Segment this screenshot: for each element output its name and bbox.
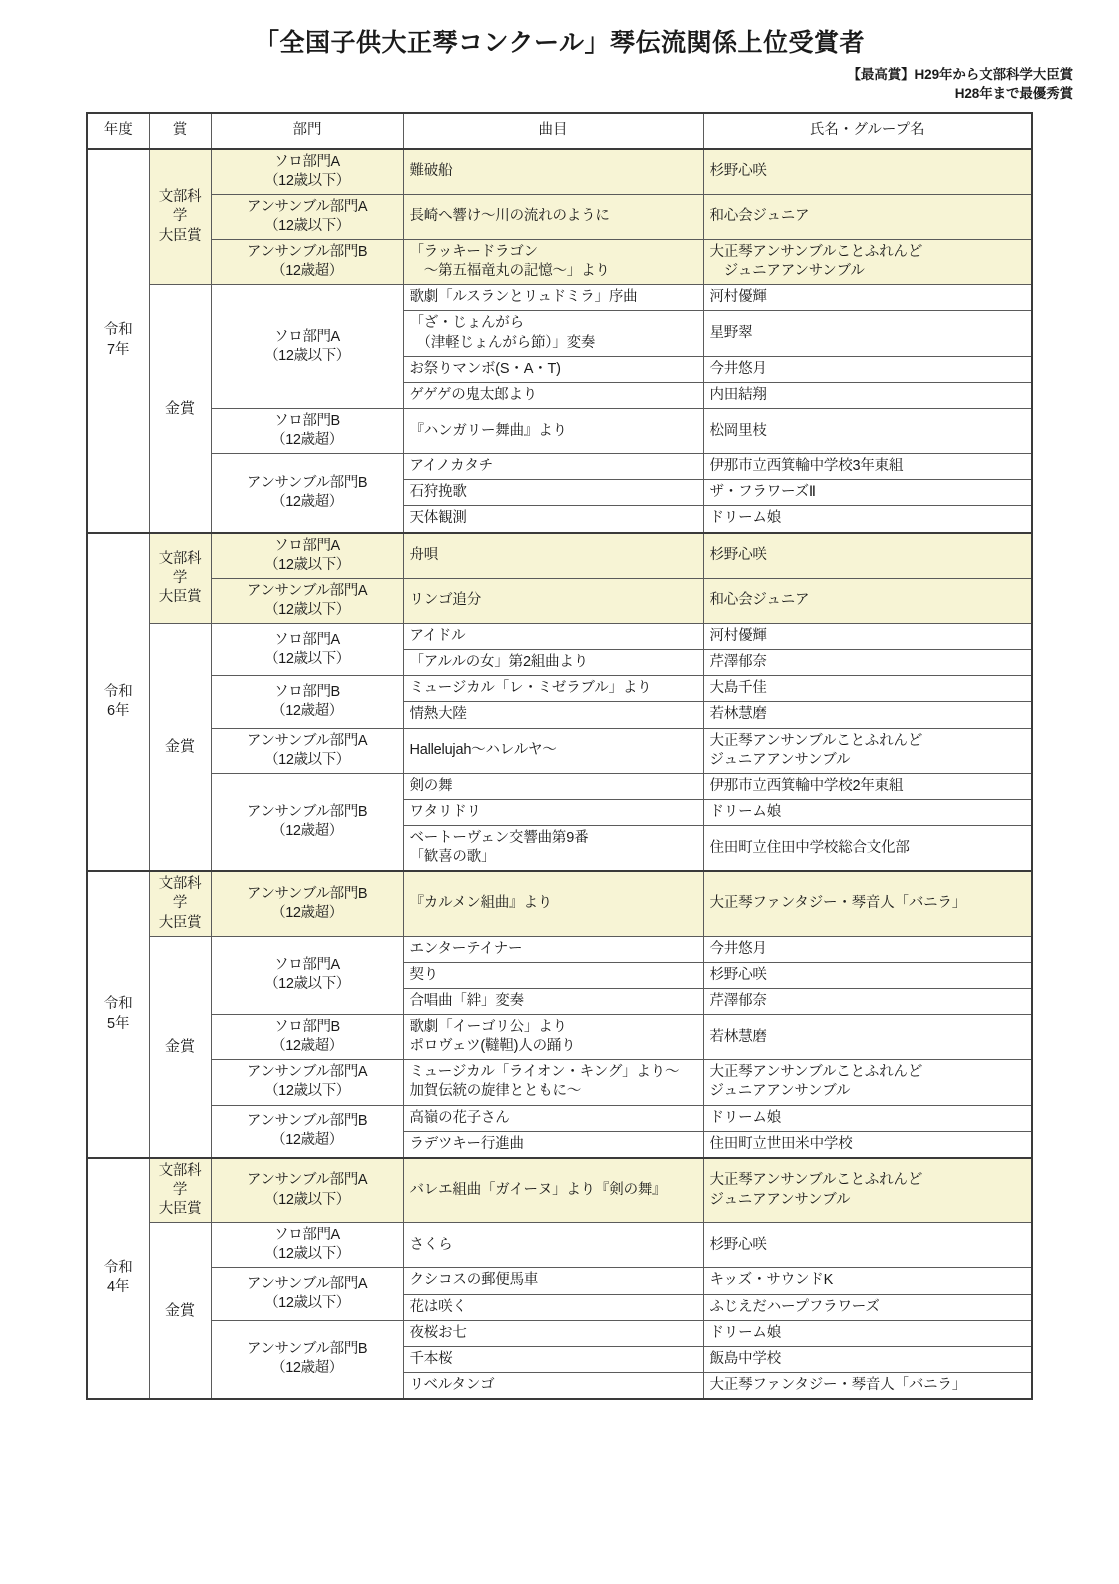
division-cell xyxy=(211,149,403,195)
person-cell: 今井悠月 xyxy=(703,936,1032,962)
line-secondary: ジュニアアンサンブル xyxy=(709,751,851,768)
song-cell: 情熱大陸 xyxy=(403,702,703,728)
song-cell: バレエ組曲「ガイーヌ」より『剣の舞』 xyxy=(403,1158,703,1223)
song-cell: アイノカタチ xyxy=(403,454,703,480)
division-cell xyxy=(211,936,403,1014)
table-header xyxy=(87,113,1032,149)
line-primary: 大正琴アンサンブルことふれんど xyxy=(709,732,923,749)
person-cell: 星野翠 xyxy=(703,311,1032,356)
award-cell: 金賞 xyxy=(149,936,211,1158)
column-header-award: 賞 xyxy=(149,113,211,149)
line-secondary: （12歳以下） xyxy=(264,601,350,618)
person-cell: 杉野心咲 xyxy=(703,533,1032,579)
line-secondary: （12歳超） xyxy=(271,702,343,719)
person-cell: 伊那市立西箕輪中学校3年東組 xyxy=(703,454,1032,480)
line-secondary: ～第五福竜丸の記憶～」より xyxy=(409,263,610,280)
line-secondary: （12歳以下） xyxy=(264,1083,350,1100)
award-cell xyxy=(149,871,211,936)
song-cell: さくら xyxy=(403,1223,703,1268)
person-cell: ドリーム娘 xyxy=(703,1320,1032,1346)
line-secondary: （12歳以下） xyxy=(264,751,350,768)
line-secondary: （津軽じょんがら節）」変奏 xyxy=(409,334,596,351)
line-primary: 令和 xyxy=(103,996,133,1013)
division-cell xyxy=(211,773,403,871)
column-header-song: 曲目 xyxy=(403,113,703,149)
table-row xyxy=(87,676,1032,702)
table-row xyxy=(87,728,1032,773)
person-cell: 杉野心咲 xyxy=(703,1223,1032,1268)
division-cell xyxy=(211,624,403,676)
table-row xyxy=(87,194,1032,239)
award-note-line-2: H28年まで最優秀賞 xyxy=(954,86,1073,102)
song-cell xyxy=(403,1060,703,1105)
line-secondary: （12歳以下） xyxy=(264,650,350,667)
line-secondary: ジュニアアンサンブル xyxy=(709,1083,851,1100)
column-header-division: 部門 xyxy=(211,113,403,149)
line-secondary: 大臣賞 xyxy=(158,588,202,605)
line-secondary: 大臣賞 xyxy=(158,1201,202,1218)
line-primary: ベートーヴェン交響曲第9番 xyxy=(409,830,589,847)
song-cell: ラデツキー行進曲 xyxy=(403,1131,703,1158)
line-secondary: 4年 xyxy=(106,1279,130,1296)
line-secondary: （12歳超） xyxy=(271,905,343,921)
person-cell: キッズ・サウンドK xyxy=(703,1268,1032,1294)
song-cell xyxy=(403,240,703,285)
division-cell xyxy=(211,454,403,533)
song-cell: 『ハンガリー舞曲』より xyxy=(403,408,703,453)
song-cell: 『カルメン組曲』より xyxy=(403,871,703,936)
person-cell: 河村優輝 xyxy=(703,285,1032,311)
person-cell: 今井悠月 xyxy=(703,356,1032,382)
line-primary: アンサンブル部門A xyxy=(246,732,368,749)
table-row xyxy=(87,936,1032,962)
person-cell: ザ・フラワーズⅡ xyxy=(703,480,1032,506)
song-cell: 難破船 xyxy=(403,149,703,195)
line-primary: アンサンブル部門B xyxy=(246,803,368,820)
division-cell xyxy=(211,533,403,579)
line-secondary: 6年 xyxy=(106,702,130,719)
line-secondary: （12歳以下） xyxy=(264,217,350,234)
line-primary: 令和 xyxy=(103,322,133,339)
song-cell: ワタリドリ xyxy=(403,799,703,825)
page-title: 「全国子供大正琴コンクール」琴伝流関係上位受賞者 xyxy=(253,29,865,57)
person-cell: 住田町立住田中学校総合文化部 xyxy=(703,826,1032,872)
table-row xyxy=(87,240,1032,285)
person-cell: 若林慧磨 xyxy=(703,702,1032,728)
year-cell xyxy=(87,149,149,533)
table-row xyxy=(87,1223,1032,1268)
song-cell: 長崎へ響け～川の流れのように xyxy=(403,194,703,239)
line-primary: 文部科学 xyxy=(158,876,202,912)
table-row xyxy=(87,1105,1032,1131)
line-secondary: （12歳超） xyxy=(271,493,343,510)
table-row xyxy=(87,149,1032,195)
column-header-year: 年度 xyxy=(87,113,149,149)
line-primary: 令和 xyxy=(103,1260,133,1277)
line-secondary: （12歳以下） xyxy=(264,1246,350,1263)
table-row xyxy=(87,533,1032,579)
line-primary: ソロ部門B xyxy=(274,412,340,429)
song-cell: ミュージカル「レ・ミゼラブル」より xyxy=(403,676,703,702)
line-primary: ソロ部門A xyxy=(274,328,340,345)
line-primary: アンサンブル部門B xyxy=(246,885,368,902)
person-cell: 杉野心咲 xyxy=(703,962,1032,988)
line-secondary: ポロヴェツ(韃靼)人の踊り xyxy=(409,1038,576,1055)
line-primary: 文部科学 xyxy=(158,189,202,225)
division-cell xyxy=(211,285,403,409)
person-cell: 大島千佳 xyxy=(703,676,1032,702)
person-cell xyxy=(703,728,1032,773)
award-cell xyxy=(149,1158,211,1223)
division-cell xyxy=(211,871,403,936)
award-cell xyxy=(149,149,211,285)
person-cell: 住田町立世田米中学校 xyxy=(703,1131,1032,1158)
line-primary: ミュージカル「ライオン・キング」より～ xyxy=(409,1064,680,1081)
line-secondary: （12歳超） xyxy=(271,1360,343,1377)
table-row xyxy=(87,454,1032,480)
song-cell: リベルタンゴ xyxy=(403,1372,703,1399)
table-row xyxy=(87,871,1032,936)
line-secondary: （12歳以下） xyxy=(264,347,350,364)
year-cell xyxy=(87,1158,149,1399)
line-secondary: ジュニアアンサンブル xyxy=(709,1191,851,1208)
line-primary: アンサンブル部門A xyxy=(246,1172,368,1189)
division-cell xyxy=(211,1320,403,1399)
line-primary: アンサンブル部門A xyxy=(246,198,368,215)
song-cell: Hallelujah～ハレルヤ～ xyxy=(403,728,703,773)
line-primary: 文部科学 xyxy=(158,550,202,586)
person-cell: 芹澤郁奈 xyxy=(703,988,1032,1014)
award-note xyxy=(42,65,1073,103)
division-cell xyxy=(211,1015,403,1060)
song-cell: 千本桜 xyxy=(403,1346,703,1372)
division-cell xyxy=(211,1105,403,1158)
award-cell: 金賞 xyxy=(149,285,211,533)
division-cell xyxy=(211,676,403,728)
person-cell xyxy=(703,240,1032,285)
award-cell: 金賞 xyxy=(149,624,211,872)
table-row xyxy=(87,1015,1032,1060)
award-cell xyxy=(149,533,211,624)
person-cell: 杉野心咲 xyxy=(703,149,1032,195)
table-row xyxy=(87,408,1032,453)
line-primary: アンサンブル部門A xyxy=(246,1275,368,1292)
table-row xyxy=(87,1158,1032,1223)
person-cell: ドリーム娘 xyxy=(703,1105,1032,1131)
song-cell: 「アルルの女」第2組曲より xyxy=(403,650,703,676)
song-cell xyxy=(403,826,703,872)
song-cell: 契り xyxy=(403,962,703,988)
division-cell xyxy=(211,578,403,623)
line-primary: アンサンブル部門B xyxy=(246,1113,368,1130)
song-cell: アイドル xyxy=(403,624,703,650)
person-cell: 大正琴ファンタジー・琴音人「バニラ」 xyxy=(703,871,1032,936)
line-primary: アンサンブル部門A xyxy=(246,1064,368,1081)
person-cell xyxy=(703,1060,1032,1105)
song-cell xyxy=(403,1015,703,1060)
line-primary: 大正琴アンサンブルことふれんど xyxy=(709,1064,923,1081)
division-cell xyxy=(211,1158,403,1223)
line-primary: ソロ部門A xyxy=(274,537,340,554)
line-secondary: 7年 xyxy=(106,341,130,358)
table-row xyxy=(87,285,1032,311)
line-secondary: 加賀伝統の旋律とともに～ xyxy=(409,1083,582,1100)
line-primary: ソロ部門B xyxy=(274,683,340,700)
line-primary: 「ざ・じょんがら xyxy=(409,315,524,332)
person-cell: 大正琴ファンタジー・琴音人「バニラ」 xyxy=(703,1372,1032,1399)
line-secondary: （12歳超） xyxy=(271,432,343,449)
person-cell: ドリーム娘 xyxy=(703,799,1032,825)
line-secondary: 大臣賞 xyxy=(158,914,202,931)
song-cell: クシコスの郵便馬車 xyxy=(403,1268,703,1294)
person-cell xyxy=(703,1158,1032,1223)
song-cell: 天体観測 xyxy=(403,506,703,533)
year-cell xyxy=(87,533,149,872)
line-primary: 歌劇「イーゴリ公」より xyxy=(409,1019,567,1036)
award-cell: 金賞 xyxy=(149,1223,211,1399)
person-cell: 和心会ジュニア xyxy=(703,578,1032,623)
line-primary: 令和 xyxy=(103,683,133,700)
year-cell xyxy=(87,871,149,1158)
table-header-row xyxy=(87,113,1032,149)
table-row xyxy=(87,1320,1032,1346)
song-cell: お祭りマンボ(S・A・T) xyxy=(403,356,703,382)
person-cell: 内田結翔 xyxy=(703,382,1032,408)
table-row xyxy=(87,578,1032,623)
line-secondary: （12歳超） xyxy=(271,1132,343,1149)
table-row xyxy=(87,1268,1032,1294)
division-cell xyxy=(211,194,403,239)
line-secondary: 「歓喜の歌」 xyxy=(409,849,496,866)
table-row xyxy=(87,773,1032,799)
line-primary: 文部科学 xyxy=(158,1162,202,1198)
table-body xyxy=(87,149,1032,1400)
person-cell: ふじえだハープフラワーズ xyxy=(703,1294,1032,1320)
line-secondary: （12歳以下） xyxy=(264,556,350,573)
line-primary: アンサンブル部門B xyxy=(246,474,368,491)
song-cell xyxy=(403,311,703,356)
division-cell xyxy=(211,1268,403,1320)
line-secondary: （12歳超） xyxy=(271,1038,343,1055)
line-primary: ソロ部門A xyxy=(274,631,340,648)
division-cell xyxy=(211,728,403,773)
line-secondary: （12歳超） xyxy=(271,823,343,840)
person-cell: 松岡里枝 xyxy=(703,408,1032,453)
line-secondary: （12歳以下） xyxy=(264,1191,350,1208)
song-cell: 高嶺の花子さん xyxy=(403,1105,703,1131)
division-cell xyxy=(211,1223,403,1268)
song-cell: 夜桜お七 xyxy=(403,1320,703,1346)
line-primary: 大正琴アンサンブルことふれんど xyxy=(709,1172,923,1189)
song-cell: 剣の舞 xyxy=(403,773,703,799)
person-cell: 飯島中学校 xyxy=(703,1346,1032,1372)
line-secondary: （12歳超） xyxy=(271,263,343,280)
person-cell: 河村優輝 xyxy=(703,624,1032,650)
line-primary: アンサンブル部門B xyxy=(246,244,368,261)
award-table xyxy=(86,112,1033,1401)
person-cell: 芹澤郁奈 xyxy=(703,650,1032,676)
song-cell: 花は咲く xyxy=(403,1294,703,1320)
line-secondary: 大臣賞 xyxy=(158,227,202,244)
person-cell: 若林慧磨 xyxy=(703,1015,1032,1060)
table-row xyxy=(87,624,1032,650)
line-primary: アンサンブル部門B xyxy=(246,1341,368,1358)
line-primary: 大正琴アンサンブルことふれんど xyxy=(709,244,923,261)
line-primary: アンサンブル部門A xyxy=(246,582,368,599)
line-primary: 「ラッキードラゴン xyxy=(409,244,538,261)
line-primary: ソロ部門A xyxy=(274,957,340,974)
award-note-line-1: 【最高賞】H29年から文部科学大臣賞 xyxy=(847,67,1073,83)
line-primary: ソロ部門B xyxy=(274,1019,340,1036)
line-secondary: ジュニアアンサンブル xyxy=(709,263,865,280)
song-cell: リンゴ追分 xyxy=(403,578,703,623)
person-cell: ドリーム娘 xyxy=(703,506,1032,533)
song-cell: 歌劇「ルスランとリュドミラ」序曲 xyxy=(403,285,703,311)
division-cell xyxy=(211,240,403,285)
column-header-person: 氏名・グループ名 xyxy=(703,113,1032,149)
line-secondary: （12歳以下） xyxy=(264,1295,350,1312)
division-cell xyxy=(211,408,403,453)
line-secondary: 5年 xyxy=(106,1015,130,1032)
song-cell: 石狩挽歌 xyxy=(403,480,703,506)
song-cell: 合唱曲「絆」変奏 xyxy=(403,988,703,1014)
table-row xyxy=(87,1060,1032,1105)
song-cell: 舟唄 xyxy=(403,533,703,579)
line-secondary: （12歳以下） xyxy=(264,976,350,993)
song-cell: エンターテイナー xyxy=(403,936,703,962)
line-primary: ソロ部門A xyxy=(274,1227,340,1244)
line-primary: ソロ部門A xyxy=(274,153,340,170)
person-cell: 和心会ジュニア xyxy=(703,194,1032,239)
person-cell: 伊那市立西箕輪中学校2年東組 xyxy=(703,773,1032,799)
line-secondary: （12歳以下） xyxy=(264,172,350,189)
song-cell: ゲゲゲの鬼太郎より xyxy=(403,382,703,408)
division-cell xyxy=(211,1060,403,1105)
